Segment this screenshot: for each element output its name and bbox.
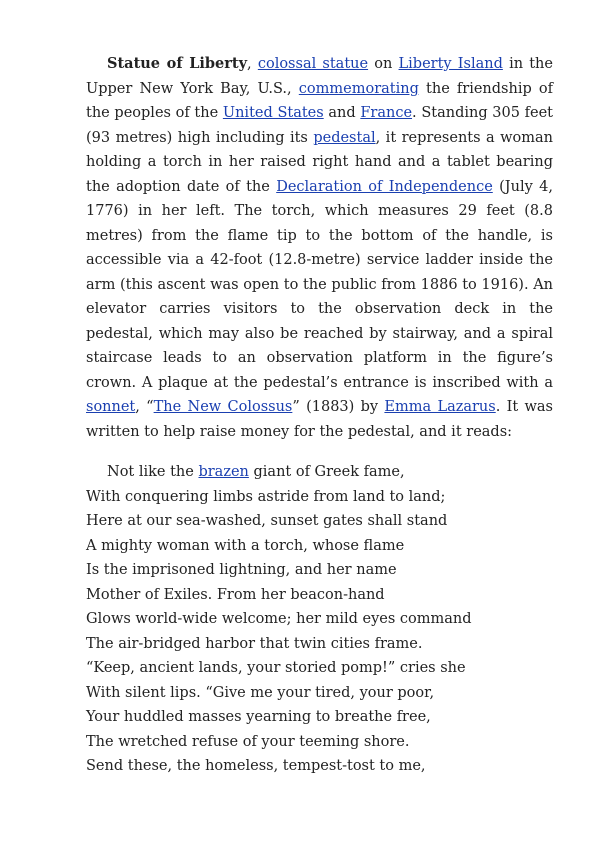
link-brazen[interactable]: brazen — [198, 464, 249, 480]
poem-line: Mother of Exiles. From her beacon-hand — [86, 586, 385, 603]
link-emma-lazarus[interactable]: Emma Lazarus — [384, 399, 496, 415]
text-segment: . It was written to help raise money for the pedestal, and it reads: — [86, 399, 554, 440]
text-segment: on — [368, 56, 399, 72]
poem-line — [86, 460, 553, 485]
poem-line: “Keep, ancient lands, your storied pomp!” cries she — [86, 660, 466, 676]
text-segment: . Standing 305 feet (93 metres) high including its — [86, 105, 554, 146]
text-segment: the friendship of the peoples of the — [86, 80, 553, 121]
link-commemorating[interactable]: commemorating — [298, 80, 419, 97]
text-segment: in the Upper New York Bay, U.S., — [86, 56, 553, 97]
text-segment: (July 4, 1776) in her left. The torch, which measures 29 feet (8.8 metres) from the flame tip to the bottom of the handle, is accessible via a 42-foot (12.8-metre) service ladder inside the arm (this ascent was open to the public from 1886 to 1916). An elevator carries visitors to the observation deck in the pedestal, which may also be reached by stairway, and a spiral staircase leads to an observation platform in the figure’s crown. A plaque at the pedestal’s entrance is inscribed with a — [86, 178, 553, 391]
text-segment: , — [247, 56, 258, 72]
poem-line: Send these, the homeless, tempest-tost to me, — [86, 758, 426, 774]
poem-line: The air-bridged harbor that twin cities frame. — [86, 635, 423, 652]
poem-line: Is the imprisoned lightning, and her name — [86, 562, 397, 578]
text-segment: giant of Greek fame, — [248, 464, 405, 480]
text-segment: , “ — [135, 399, 154, 415]
link-pedestal[interactable]: pedestal — [313, 129, 376, 146]
poem-line: With silent lips. “Give me your tired, your poor, — [86, 684, 435, 701]
poem-line: With conquering limbs astride from land to land; — [86, 488, 446, 505]
poem — [86, 460, 553, 779]
article-paragraph — [86, 52, 553, 444]
poem-line: A mighty woman with a torch, whose flame — [86, 537, 405, 554]
link-declaration-of-independence[interactable]: Declaration of Independence — [276, 178, 493, 195]
poem-line: Glows world-wide welcome; her mild eyes command — [86, 611, 472, 627]
text-segment: and — [323, 105, 361, 121]
link-france[interactable]: France — [360, 105, 413, 121]
link-liberty-island[interactable]: Liberty Island — [398, 56, 503, 72]
link-the-new-colossus[interactable]: The New Colossus — [153, 399, 293, 415]
article-title: Statue of Liberty — [107, 55, 248, 72]
poem-line: The wretched refuse of your teeming shore. — [86, 733, 410, 750]
link-united-states[interactable]: United States — [222, 105, 324, 121]
text-segment: Not like the — [107, 464, 199, 480]
link-colossal-statue[interactable]: colossal statue — [257, 56, 369, 72]
poem-line: Here at our sea-washed, sunset gates shall stand — [86, 513, 448, 529]
text-segment: ” (1883) by — [292, 399, 385, 415]
document-page — [86, 52, 553, 779]
text-segment: , it represents a woman holding a torch in her raised right hand and a tablet bearing the adoption date of the — [86, 129, 553, 195]
link-sonnet[interactable]: sonnet — [86, 399, 136, 415]
poem-line: Your huddled masses yearning to breathe free, — [86, 709, 431, 725]
